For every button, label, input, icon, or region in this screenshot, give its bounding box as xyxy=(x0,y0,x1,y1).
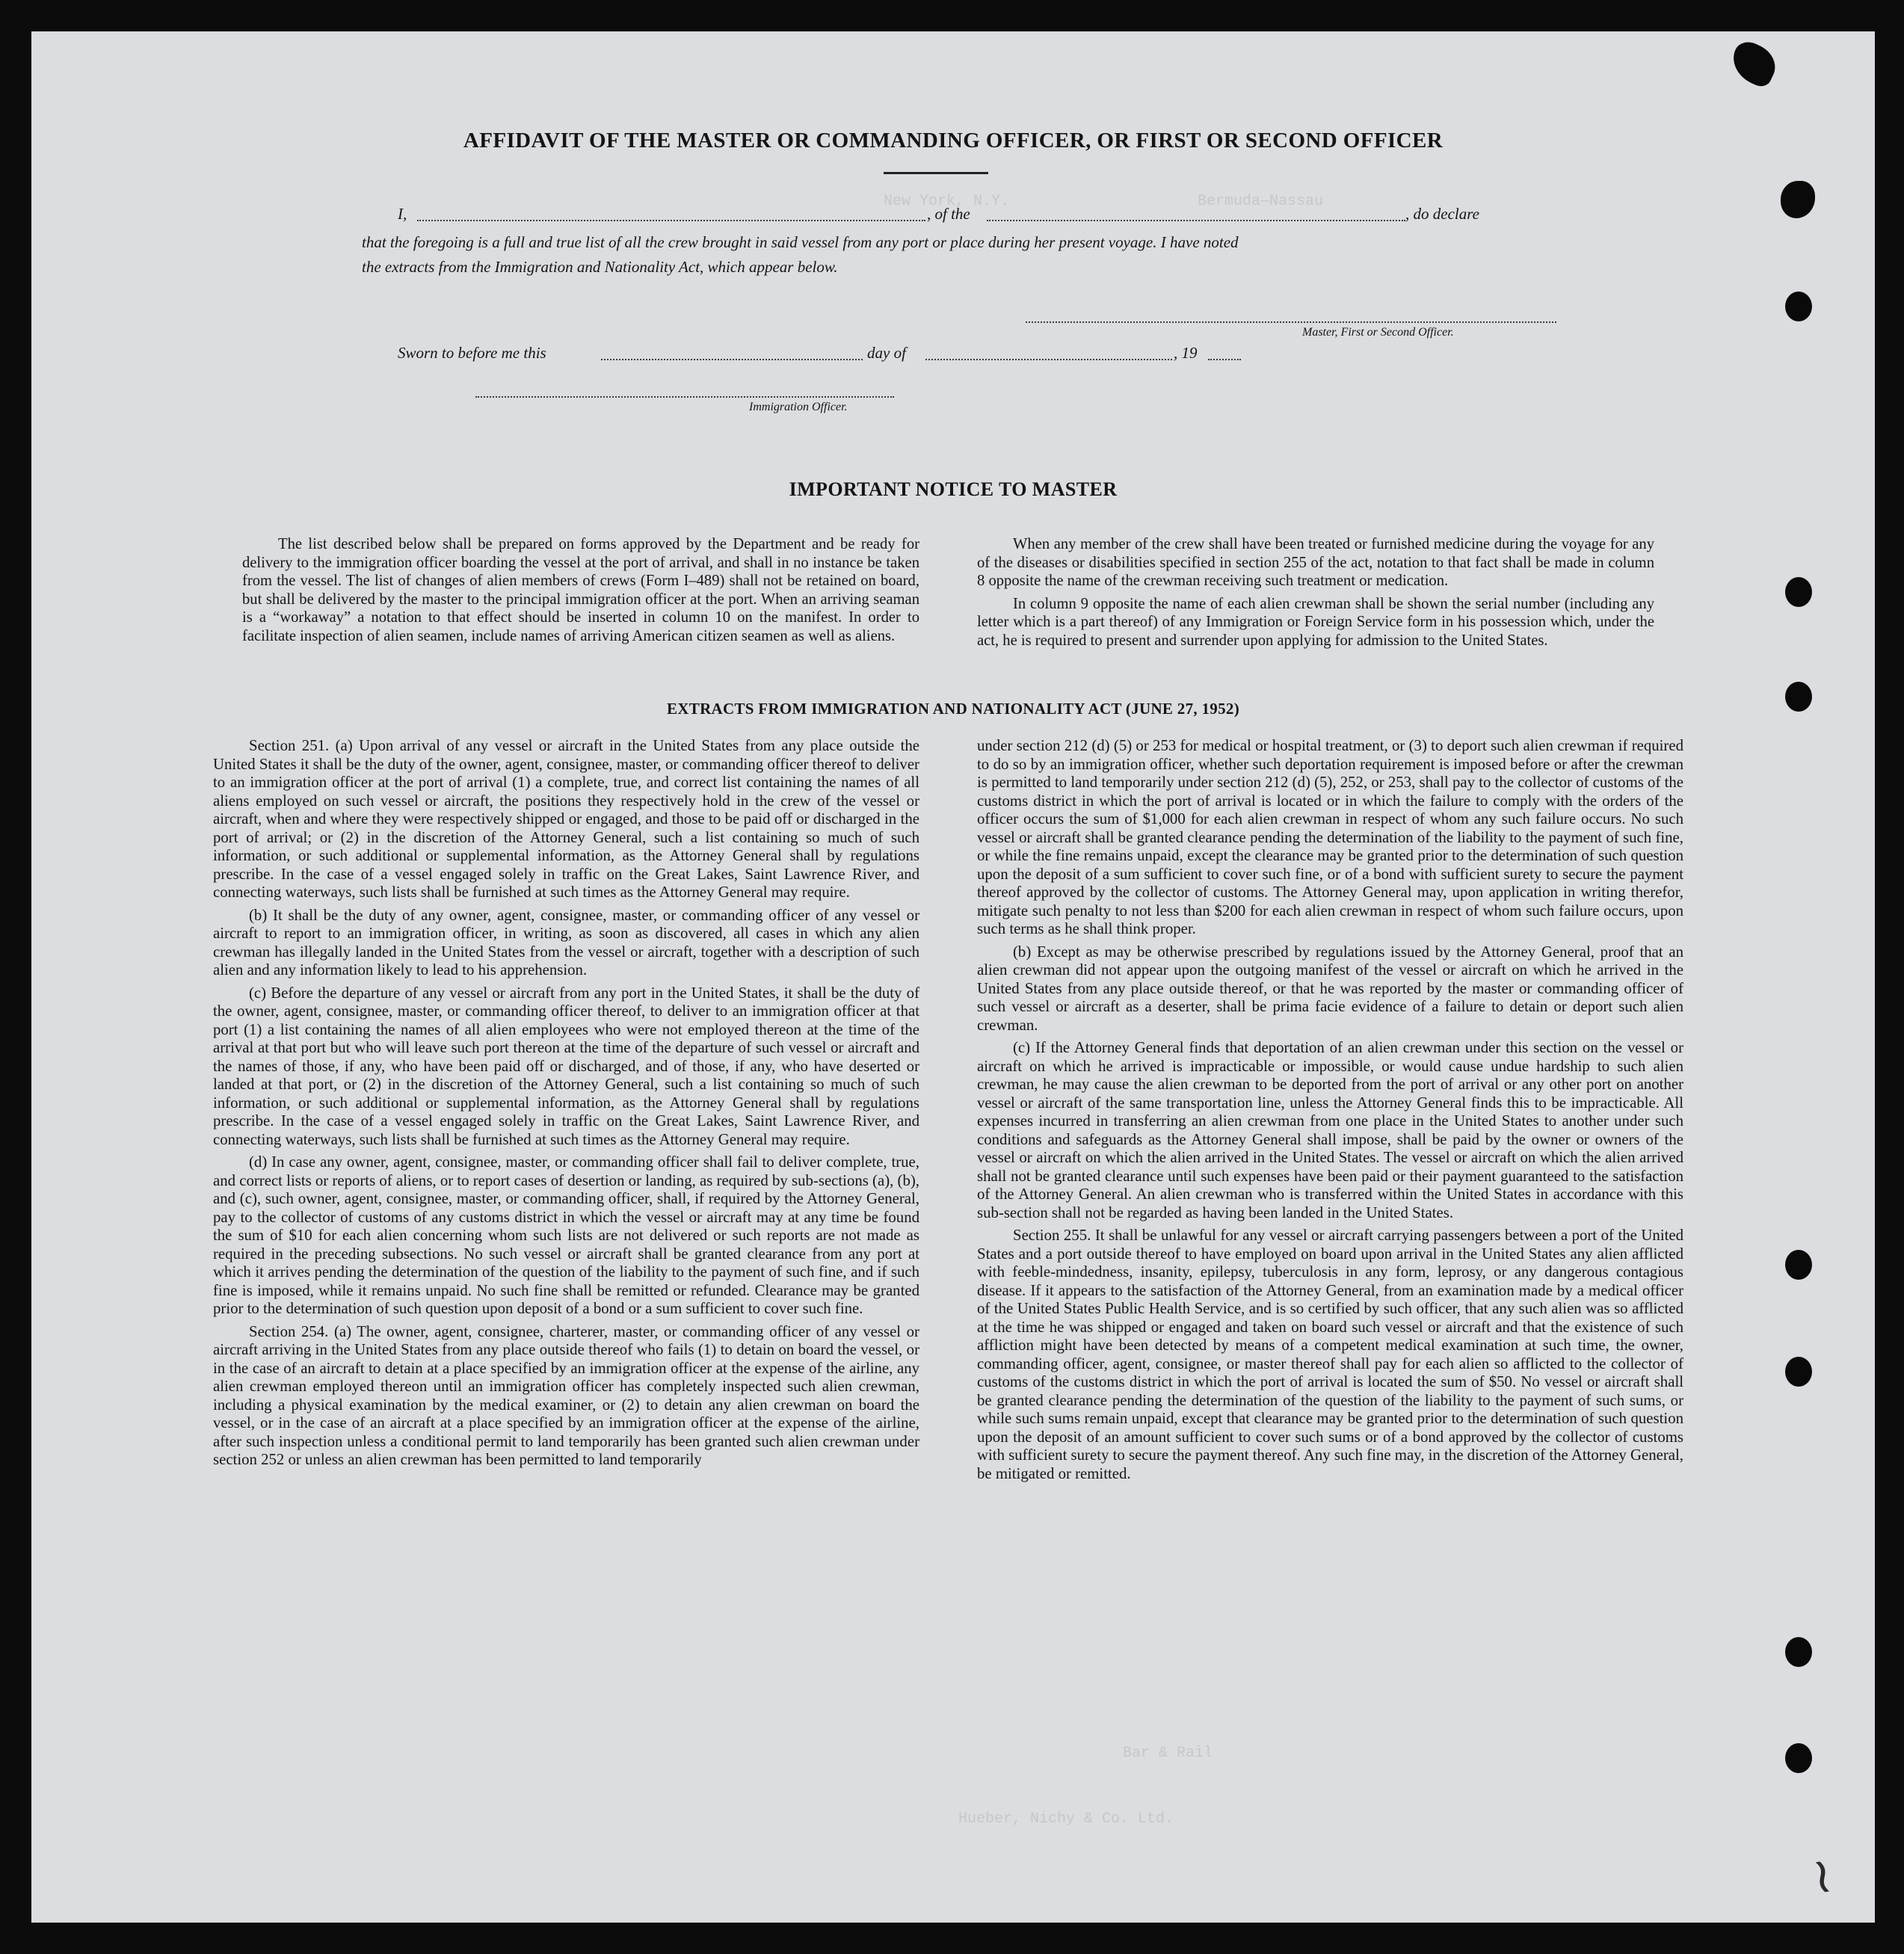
vessel-name-blank[interactable] xyxy=(987,220,1405,221)
handwritten-mark: ~ xyxy=(1791,1851,1856,1902)
section-254-b: (b) Except as may be otherwise prescribed by regulations issued by the Attorney General, proof that an alien crewman did not appear upon the outgoing manifest of the vessel or aircraft on which he arrived in the United States from any place outside thereof, or that he was reported by the master or commanding officer of such vessel or aircraft as a deserter, shall be prima facie evidence of a failure to detain or deport such alien crewman. xyxy=(977,943,1683,1034)
section-251-d: (d) In case any owner, agent, consignee, master, or commanding officer shall fail to deliver complete, true, and correct lists or reports of aliens, or to report cases of desertion or landing, as required by sub-sections (a), (b), and (c), such owner, agent, consignee, master, or commanding officer, shall, if required by the Attorney General, pay to the collector of customs of any customs district in which the vessel or aircraft may at any time be found the sum of $10 for each alien concerning whom such lists are not delivered or such reports are not made as required in the preceding subsections. No such vessel or aircraft shall be granted clearance from any port at which it arrives pending the determination of the question of the liability to the payment of such fine, and if such fine is imposed, while it remains unpaid. No such fine shall be remitted or refunded. Clearance may be granted prior to the determination of such question upon deposit of a bond or a sum sufficient to cover such fine. xyxy=(213,1153,919,1317)
corner-ink-blot xyxy=(1725,37,1782,90)
affidavit-title: AFFIDAVIT OF THE MASTER OR COMMANDING OFFICER, OR FIRST OR SECOND OFFICER xyxy=(463,129,1444,152)
edge-ink-blot xyxy=(1781,181,1815,218)
punch-hole xyxy=(1785,1250,1812,1280)
sworn-label: Sworn to before me this xyxy=(398,344,546,362)
declarant-prefix: I, xyxy=(398,205,407,223)
of-the-label: , of the xyxy=(927,205,970,223)
year-prefix: , 19 xyxy=(1174,344,1198,362)
declaration-text-1: that the foregoing is a full and true list of all the crew brought in said vessel from any port or place during her present voyage. I have noted xyxy=(362,233,1239,251)
punch-hole xyxy=(1785,1743,1812,1773)
section-255: Section 255. It shall be unlawful for any vessel or aircraft carrying passengers between a port of the United States and a port outside thereof to have employed on board upon arrival in the United States any alien afflicted with feeble-mindedness, insanity, epilepsy, tuberculosis in any form, leprosy, or any dangerous contagious disease. If it appears to the satisfaction of the Attorney General, from an examination made by a medical officer of the United States Public Health Service, and is so certified by such officer, that any such alien was so afflicted at the time he was shipped or engaged and taken on board such vessel or aircraft and that the existence of such affliction might have been detected by means of a competent medical examination at such time, the owner, commanding officer, agent, consignee, or master thereof shall pay for each alien so afflicted to the collector of customs of the customs district in which the port of arrival is located the sum of $50. No vessel or aircraft shall be granted clearance pending the determination of the question of the liability to the payment of such sums, or while such sums remain unpaid, except that clearance may be granted prior to the determination of such question upon the deposit of an amount sufficient to cover such sums or of a bond approved by the collector of customs with sufficient surety to secure the payment thereof. Any such fine may, in the discretion of the Attorney General, be mitigated or remitted. xyxy=(977,1227,1683,1482)
sworn-month-blank[interactable] xyxy=(925,359,1172,360)
declare-label: , do declare xyxy=(1405,205,1479,223)
bleed-through-text: Bermuda—Nassau xyxy=(1198,193,1324,210)
sworn-day-blank[interactable] xyxy=(601,359,863,360)
extracts-title: EXTRACTS FROM IMMIGRATION AND NATIONALITY ACT (JUNE 27, 1952) xyxy=(667,700,1239,718)
section-251-b: (b) It shall be the duty of any owner, agent, consignee, master, or commanding officer of any vessel or aircraft to report to an immigration officer, in writing, as soon as discovered, all cases in which any alien crewman has illegally landed in the United States from the vessel or aircraft, together with a description of such alien and any information likely to lead to his apprehension. xyxy=(213,906,919,978)
section-251-a: Section 251. (a) Upon arrival of any vessel or aircraft in the United States from any place outside the United States it shall be the duty of the owner, agent, consignee, master, or commanding officer thereof to deliver to an immigration officer at the port of arrival (1) a complete, true, and correct list containing the names of all aliens employed on such vessel or aircraft, the positions they respectively hold in the crew of the vessel or aircraft, when and where they were respectively shipped or engaged, and those to be paid off or discharged in the port of arrival; or (2) in the discretion of the Attorney General, such a list containing so much of such information, or such additional or supplemental information, as the Attorney General shall by regulations prescribe. In the case of a vessel engaged solely in traffic on the Great Lakes, Saint Lawrence River, and connecting waterways, such lists shall be furnished at such times as the Attorney General may require. xyxy=(213,737,919,901)
sworn-year-blank[interactable] xyxy=(1208,359,1241,360)
day-of-label: day of xyxy=(867,344,906,362)
section-254-c: (c) If the Attorney General finds that deportation of an alien crewman under this section on the vessel or aircraft on which he arrived is impracticable or impossible, or would cause undue hardship to such alien crewman, he may cause the alien crewman to be deported from the port of arrival or any other port on another vessel or aircraft of the same transportation line, unless the Attorney General finds this to be impracticable. All expenses incurred in transferring an alien crewman from one place in the United States to another under such conditions and safeguards as the Attorney General shall impose, shall be paid by the owner or owners of the vessel or aircraft on which the alien arrived in the United States. The vessel or aircraft on which the alien arrived shall not be granted clearance until such expenses have been paid or their payment guaranteed to the satisfaction of the Attorney General. An alien crewman who is transferred within the United States in accordance with this sub-section shall not be regarded as having been landed in the United States. xyxy=(977,1039,1683,1221)
section-254-a-continued: under section 212 (d) (5) or 253 for medical or hospital treatment, or (3) to deport such alien crewman if required to do so by an immigration officer, whether such deportation requirement is imposed before or after the crewman is permitted to land temporarily under section 212 (d) (5), 252, or 253, shall pay to the collector of customs of the customs district in which the port of arrival is located or in which the failure to comply with the orders of the officer occurs the sum of $1,000 for each alien crewman in respect of whom any such failure occurs. No such vessel or aircraft shall be granted clearance pending the determination of the liability to the payment of such fine, or while the fine remains unpaid, except the clearance may be granted prior to the determination of such question upon the deposit of a sum sufficient to cover such fine, or of a bond with sufficient surety to secure the payment thereof approved by the collector of customs. The Attorney General may, upon application in writing therefor, mitigate such penalty to not less than $200 for each alien crewman in respect of whom such failure occurs, upon such terms as he shall think proper. xyxy=(977,737,1683,937)
officer-signature-blank[interactable] xyxy=(475,396,894,398)
officer-signature-label: Immigration Officer. xyxy=(749,401,848,413)
punch-hole xyxy=(1785,577,1812,607)
document-page xyxy=(31,31,1875,1923)
extracts-right-column xyxy=(977,737,1683,1488)
notice-paragraph: In column 9 opposite the name of each alien crewman shall be shown the serial number (including any letter which is a part thereof) of any Immigration or Foreign Service form in his possession which, under the act, he is required to present and surrender upon applying for admission to the United States. xyxy=(977,595,1654,649)
notice-title: IMPORTANT NOTICE TO MASTER xyxy=(789,478,1118,500)
section-254-a: Section 254. (a) The owner, agent, consignee, charterer, master, or commanding officer of any vessel or aircraft arriving in the United States from any place outside thereof who fails (1) to detain on board the vessel, or in the case of an aircraft to detain at a place specified by an immigration officer at the expense of the airline, any alien crewman employed thereon until an immigration officer has completely inspected such alien crewman, including a physical examination by the medical examiner, or (2) to detain any alien crewman on board the vessel, or in the case of an aircraft at a place specified by an immigration officer at the expense of the airline, after such inspection unless a conditional permit to land temporarily has been granted such alien crewman under section 252 or unless an alien crewman has been permitted to land temporarily xyxy=(213,1322,919,1468)
bleed-through-text: Hueber, Nichy & Co. Ltd. xyxy=(958,1810,1174,1828)
punch-hole xyxy=(1785,1637,1812,1667)
bleed-through-text: New York, N.Y. xyxy=(884,193,1010,210)
extracts-left-column xyxy=(213,737,919,1474)
punch-hole xyxy=(1785,292,1812,321)
notice-paragraph: When any member of the crew shall have been treated or furnished medicine during the voyage for any of the diseases or disabilities specified in section 255 of the act, notation to that fact shall be made in column 8 opposite the name of the crewman receiving such treatment or medication. xyxy=(977,536,1654,589)
master-signature-blank[interactable] xyxy=(1026,321,1556,323)
declaration-text-2: the extracts from the Immigration and Nationality Act, which appear below. xyxy=(362,258,838,276)
master-signature-label: Master, First or Second Officer. xyxy=(1302,326,1454,339)
title-rule xyxy=(884,172,988,174)
section-251-c: (c) Before the departure of any vessel or aircraft from any port in the United States, it shall be the duty of the owner, agent, consignee, master, or commanding officer thereof, to deliver to an immigration officer at that port (1) a list containing the names of all alien employees who were not employed thereon at the time of the arrival at that port but who will leave such port thereon at the time of the departure of such vessel or aircraft and the names of those, if any, who have been paid off or discharged, and of those, if any, who have deserted or landed at that port, or (2) in the discretion of the Attorney General, such a list containing so much of such information, or such additional or supplemental information, as the Attorney General shall by regulations prescribe. In the case of a vessel engaged solely in traffic on the Great Lakes, Saint Lawrence River, and connecting waterways, such lists shall be furnished at such times as the Attorney General may require. xyxy=(213,984,919,1148)
notice-paragraph: The list described below shall be prepared on forms approved by the Department and be ready for delivery to the immigration officer boarding the vessel at the port of arrival, and shall in no instance be taken from the vessel. The list of changes of alien members of crews (Form I–489) shall not be retained on board, but shall be delivered by the master to the principal immigration officer at the port. When an arriving seaman is a “workaway” a notation to that effect should be inserted in column 10 on the manifest. In order to facilitate inspection of alien seamen, include names of arriving American citizen seamen as well as aliens. xyxy=(242,536,919,644)
bleed-through-text: Bar & Rail xyxy=(1123,1745,1213,1762)
punch-hole xyxy=(1785,1357,1812,1387)
notice-left-column xyxy=(242,535,919,650)
declarant-name-blank[interactable] xyxy=(417,220,925,221)
notice-right-column xyxy=(977,535,1654,654)
